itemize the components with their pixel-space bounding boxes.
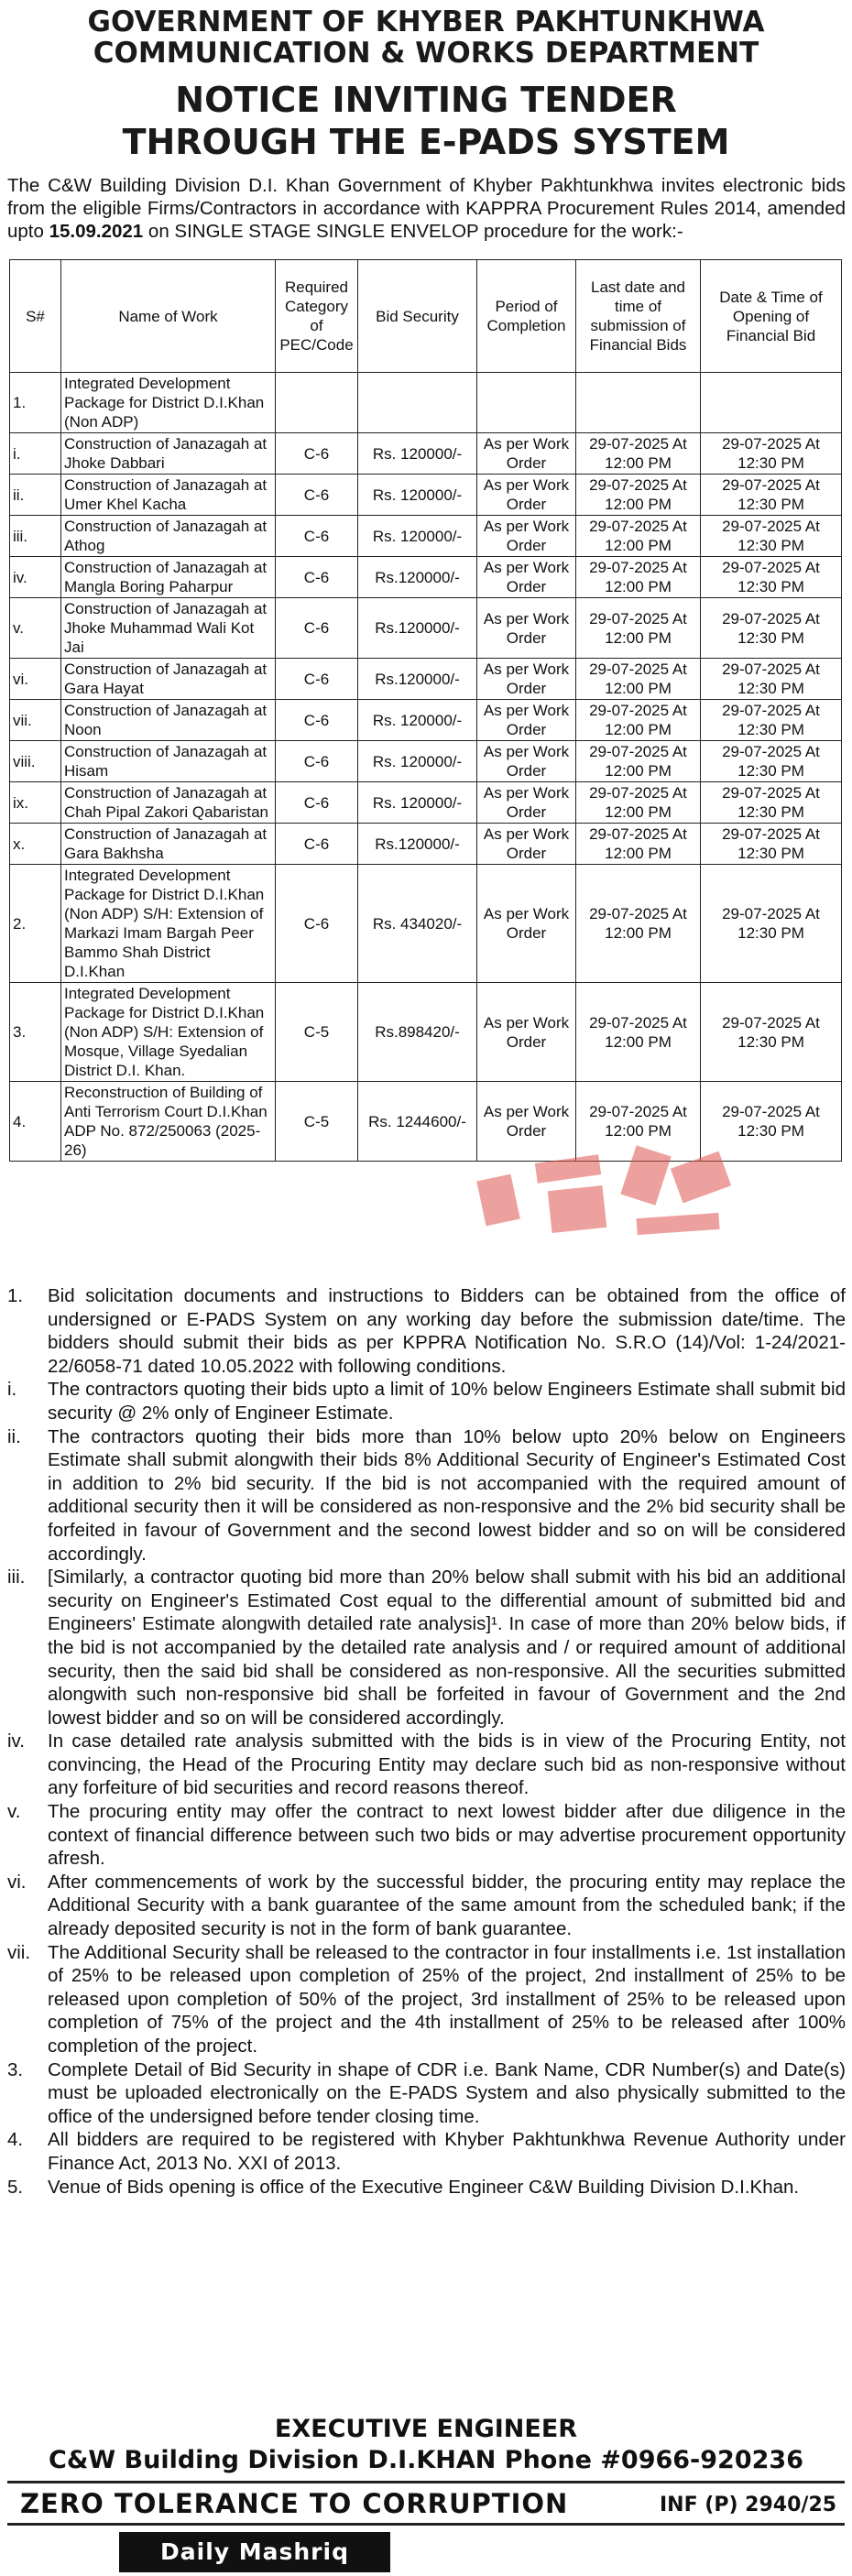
row-period: As per Work Order	[477, 557, 576, 598]
row-name-of-work: Integrated Development Package for District D.I.Khan (Non ADP)	[61, 373, 276, 433]
row-opening-date	[701, 373, 842, 433]
row-opening-date: 29-07-2025 At 12:30 PM	[701, 741, 842, 782]
condition-number: v.	[7, 1801, 21, 1823]
row-last-date: 29-07-2025 At 12:00 PM	[576, 824, 701, 865]
intro-text-1: The C&W Building Division D.I. Khan Government of Khyber Pakhtunkhwa invites electronic bids from the eligible Firms/Contractors in accordance with KAPPRA Procurement Rules 2014, amended upto	[7, 175, 846, 242]
header-period: Period of Completion	[477, 260, 576, 373]
row-bid-security: Rs. 1244600/-	[358, 1082, 477, 1162]
row-name-of-work: Construction of Janazagah at Gara Bakhsha	[61, 824, 276, 865]
condition-number: iii.	[7, 1566, 26, 1588]
row-sn: vi.	[10, 659, 61, 700]
row-period: As per Work Order	[477, 824, 576, 865]
row-sn: ii.	[10, 475, 61, 516]
row-bid-security: Rs.120000/-	[358, 557, 477, 598]
row-opening-date: 29-07-2025 At 12:30 PM	[701, 1082, 842, 1162]
row-last-date: 29-07-2025 At 12:00 PM	[576, 741, 701, 782]
row-period: As per Work Order	[477, 1082, 576, 1162]
row-period: As per Work Order	[477, 598, 576, 659]
table-row	[10, 1082, 842, 1162]
condition-item	[7, 1378, 846, 1424]
row-last-date: 29-07-2025 At 12:00 PM	[576, 598, 701, 659]
header-bid-security: Bid Security	[358, 260, 477, 373]
condition-item	[7, 1566, 846, 1730]
row-bid-security: Rs.120000/-	[358, 824, 477, 865]
row-sn: 1.	[10, 373, 61, 433]
condition-number: i.	[7, 1379, 17, 1401]
row-category: C-6	[276, 782, 358, 824]
row-sn: iv.	[10, 557, 61, 598]
condition-number: iv.	[7, 1730, 25, 1752]
condition-text: [Similarly, a contractor quoting bid more than 20% below shall submit with his bid an additional security on Engineer's Estimated Cost equal to the differential amount of submitted bid and Engineers' Estimate alongwith detailed rate analysis]¹. In case of more than 20% below bids, if the bid is not accompanied by the detailed rate analysis and / or required amount of additional security, then the said bid shall be considered as non-responsive. All the securities submitted alongwith such non-responsive bid shall be forfeited in favour of Government and the 2nd lowest bidder and so on will be considered accordingly.	[48, 1566, 846, 1729]
row-category: C-6	[276, 557, 358, 598]
table-header-row	[10, 260, 842, 373]
row-bid-security: Rs. 434020/-	[358, 865, 477, 983]
row-name-of-work: Integrated Development Package for District D.I.Khan (Non ADP) S/H: Extension of Mosque, Village Syedalian District D.I. Khan.	[61, 983, 276, 1082]
table-row	[10, 983, 842, 1082]
signatory-title: EXECUTIVE ENGINEER	[274, 2415, 578, 2443]
table-row	[10, 741, 842, 782]
header-opening-date: Date & Time of Opening of Financial Bid	[701, 260, 842, 373]
notice-title: NOTICE INVITING TENDER	[175, 80, 677, 120]
condition-item	[7, 1284, 846, 1378]
row-last-date: 29-07-2025 At 12:00 PM	[576, 557, 701, 598]
row-name-of-work: Construction of Janazagah at Chah Pipal Zakori Qabaristan	[61, 782, 276, 824]
row-bid-security: Rs.898420/-	[358, 983, 477, 1082]
row-name-of-work: Reconstruction of Building of Anti Terrorism Court D.I.Khan ADP No. 872/250063 (2025-26)	[61, 1082, 276, 1162]
row-opening-date: 29-07-2025 At 12:30 PM	[701, 782, 842, 824]
row-opening-date: 29-07-2025 At 12:30 PM	[701, 865, 842, 983]
row-name-of-work: Construction of Janazagah at Jhoke Dabbari	[61, 433, 276, 475]
row-period: As per Work Order	[477, 782, 576, 824]
conditions-list	[7, 1284, 846, 2199]
row-period: As per Work Order	[477, 659, 576, 700]
row-name-of-work: Construction of Janazagah at Noon	[61, 700, 276, 741]
row-category: C-6	[276, 659, 358, 700]
condition-item	[7, 2128, 846, 2175]
row-sn: 3.	[10, 983, 61, 1082]
row-sn: vii.	[10, 700, 61, 741]
condition-text: All bidders are required to be registered with Khyber Pakhtunkhwa Revenue Authority under Finance Act, 2013 No. XXI of 2013.	[48, 2129, 846, 2174]
row-bid-security: Rs. 120000/-	[358, 700, 477, 741]
row-name-of-work: Construction of Janazagah at Gara Hayat	[61, 659, 276, 700]
row-category: C-5	[276, 1082, 358, 1162]
condition-text: Bid solicitation documents and instructions to Bidders can be obtained from the office of undersigned or E-PADS System on any working day before the submission date/time. The bidders should submit their bids as per KPPRA Notification No. S.R.O (14)/Vol: 1-24/2021-22/6058-71 dated 10.05.2022 with following conditions.	[48, 1285, 846, 1377]
row-bid-security: Rs. 120000/-	[358, 782, 477, 824]
row-sn: x.	[10, 824, 61, 865]
condition-item	[7, 1871, 846, 1941]
row-bid-security: Rs. 120000/-	[358, 741, 477, 782]
slogan: ZERO TOLERANCE TO CORRUPTION	[20, 2488, 569, 2519]
footer-divider-top	[7, 2481, 845, 2483]
condition-item	[7, 1425, 846, 1566]
row-bid-security: Rs. 120000/-	[358, 433, 477, 475]
row-name-of-work: Construction of Janazagah at Hisam	[61, 741, 276, 782]
row-bid-security: Rs. 120000/-	[358, 475, 477, 516]
condition-number: vi.	[7, 1871, 27, 1893]
row-last-date: 29-07-2025 At 12:00 PM	[576, 433, 701, 475]
row-name-of-work: Integrated Development Package for District D.I.Khan (Non ADP) S/H: Extension of Markazi Imam Bargah Peer Bammo Shah District D.I.Khan	[61, 865, 276, 983]
row-category: C-6	[276, 865, 358, 983]
row-period: As per Work Order	[477, 433, 576, 475]
table-row	[10, 598, 842, 659]
table-row	[10, 433, 842, 475]
row-name-of-work: Construction of Janazagah at Mangla Boring Paharpur	[61, 557, 276, 598]
row-last-date: 29-07-2025 At 12:00 PM	[576, 865, 701, 983]
row-opening-date: 29-07-2025 At 12:30 PM	[701, 516, 842, 557]
table-row	[10, 557, 842, 598]
row-period: As per Work Order	[477, 865, 576, 983]
row-last-date: 29-07-2025 At 12:00 PM	[576, 1082, 701, 1162]
condition-number: ii.	[7, 1425, 21, 1447]
signatory-office: C&W Building Division D.I.KHAN Phone #0966-920236	[49, 2446, 803, 2474]
row-period: As per Work Order	[477, 983, 576, 1082]
header-sn: S#	[10, 260, 61, 373]
table-row	[10, 865, 842, 983]
row-category: C-6	[276, 433, 358, 475]
condition-text: The contractors quoting their bids more than 10% below upto 20% below on Engineers Estimate shall submit alongwith their bids 8% Additional Security of Engineer's Estimated Cost in addition to 2% bid security. If the bid is not accompanied with the required amount of additional security then it will be considered as non-responsive and the 2% bid security shall be forfeited in favour of Government and the second lowest bidder and so on will be considered accordingly.	[48, 1425, 846, 1565]
row-opening-date: 29-07-2025 At 12:30 PM	[701, 700, 842, 741]
table-row	[10, 782, 842, 824]
table-row	[10, 516, 842, 557]
footer-divider-bottom	[7, 2523, 845, 2526]
row-bid-security	[358, 373, 477, 433]
row-last-date: 29-07-2025 At 12:00 PM	[576, 700, 701, 741]
condition-number: 1.	[7, 1285, 24, 1306]
condition-number: 5.	[7, 2176, 24, 2198]
row-opening-date: 29-07-2025 At 12:30 PM	[701, 983, 842, 1082]
row-last-date: 29-07-2025 At 12:00 PM	[576, 659, 701, 700]
header-category: Required Category of PEC/Code	[276, 260, 358, 373]
tender-table	[9, 259, 842, 1162]
intro-date: 15.09.2021	[49, 221, 144, 242]
row-bid-security: Rs.120000/-	[358, 659, 477, 700]
intro-paragraph	[7, 174, 846, 243]
department-heading: COMMUNICATION & WORKS DEPARTMENT	[93, 37, 759, 70]
table-row	[10, 475, 842, 516]
condition-number: vii.	[7, 1941, 31, 1963]
table-row	[10, 700, 842, 741]
header-name-of-work: Name of Work	[61, 260, 276, 373]
row-name-of-work: Construction of Janazagah at Umer Khel Kacha	[61, 475, 276, 516]
row-sn: ix.	[10, 782, 61, 824]
row-last-date: 29-07-2025 At 12:00 PM	[576, 475, 701, 516]
row-sn: i.	[10, 433, 61, 475]
row-last-date	[576, 373, 701, 433]
row-last-date: 29-07-2025 At 12:00 PM	[576, 516, 701, 557]
condition-text: The contractors quoting their bids upto a limit of 10% below Engineers Estimate shall submit bid security @ 2% only of Engineer Estimate.	[48, 1379, 846, 1424]
header-last-date: Last date and time of submission of Financial Bids	[576, 260, 701, 373]
condition-item	[7, 1800, 846, 1871]
row-sn: 2.	[10, 865, 61, 983]
row-opening-date: 29-07-2025 At 12:30 PM	[701, 557, 842, 598]
row-bid-security: Rs. 120000/-	[358, 516, 477, 557]
row-bid-security: Rs.120000/-	[358, 598, 477, 659]
row-period: As per Work Order	[477, 741, 576, 782]
condition-item	[7, 2058, 846, 2129]
row-period: As per Work Order	[477, 475, 576, 516]
condition-number: 4.	[7, 2129, 24, 2151]
row-opening-date: 29-07-2025 At 12:30 PM	[701, 433, 842, 475]
intro-text-2: on SINGLE STAGE SINGLE ENVELOP procedure for the work:-	[143, 221, 683, 242]
table-row	[10, 659, 842, 700]
row-category: C-6	[276, 475, 358, 516]
row-sn: viii.	[10, 741, 61, 782]
row-period: As per Work Order	[477, 700, 576, 741]
row-sn: iii.	[10, 516, 61, 557]
row-opening-date: 29-07-2025 At 12:30 PM	[701, 824, 842, 865]
inf-reference: INF (P) 2940/25	[660, 2494, 837, 2516]
row-category: C-6	[276, 824, 358, 865]
row-opening-date: 29-07-2025 At 12:30 PM	[701, 475, 842, 516]
government-heading: GOVERNMENT OF KHYBER PAKHTUNKHWA	[87, 5, 765, 38]
row-opening-date: 29-07-2025 At 12:30 PM	[701, 659, 842, 700]
row-name-of-work: Construction of Janazagah at Athog	[61, 516, 276, 557]
condition-text: Venue of Bids opening is office of the Executive Engineer C&W Building Division D.I.Khan.	[48, 2176, 800, 2198]
row-category: C-6	[276, 741, 358, 782]
condition-text: In case detailed rate analysis submitted with the bids is in view of the Procuring Entity, not convincing, the Head of the Procuring Entity may declare such bid as non-responsive without any forfeiture of bid securities and record reasons thereof.	[48, 1730, 846, 1799]
row-category	[276, 373, 358, 433]
row-sn: v.	[10, 598, 61, 659]
row-category: C-6	[276, 700, 358, 741]
row-last-date: 29-07-2025 At 12:00 PM	[576, 782, 701, 824]
condition-item	[7, 1730, 846, 1800]
row-period: As per Work Order	[477, 516, 576, 557]
row-period	[477, 373, 576, 433]
row-category: C-6	[276, 516, 358, 557]
row-sn: 4.	[10, 1082, 61, 1162]
condition-item	[7, 1941, 846, 2058]
newspaper-label: Daily Mashriq	[119, 2532, 390, 2572]
table-row	[10, 824, 842, 865]
row-last-date: 29-07-2025 At 12:00 PM	[576, 983, 701, 1082]
table-row	[10, 373, 842, 433]
condition-text: The procuring entity may offer the contract to next lowest bidder after due diligence in the context of financial difference between such two bids or may advertise procurement opportunity afresh.	[48, 1801, 846, 1870]
row-category: C-5	[276, 983, 358, 1082]
condition-text: The Additional Security shall be released to the contractor in four installments i.e. 1st installation of 25% to be released upon completion of 25% of the project, 2nd installment of 25% to be released upon completion of 50% of the project, 3rd installment of 25% to be released upon completion of 75% of the project and the 4th installment of 25% to be released after 100% completion of the project.	[48, 1941, 846, 2057]
row-opening-date: 29-07-2025 At 12:30 PM	[701, 598, 842, 659]
condition-item	[7, 2176, 846, 2199]
condition-text: Complete Detail of Bid Security in shape of CDR i.e. Bank Name, CDR Number(s) and Date(s) must be uploaded electronically on the E-PADS System and also physically submitted to the office of the undersigned before tender closing time.	[48, 2058, 846, 2127]
condition-text: After commencements of work by the successful bidder, the procuring entity may replace the Additional Security with a bank guarantee of the same amount from the scheduled bank; if the already deposited security is not in the form of bank guarantee.	[48, 1871, 846, 1940]
row-name-of-work: Construction of Janazagah at Jhoke Muhammad Wali Kot Jai	[61, 598, 276, 659]
row-category: C-6	[276, 598, 358, 659]
notice-subtitle: THROUGH THE E-PADS SYSTEM	[122, 122, 730, 162]
condition-number: 3.	[7, 2058, 24, 2080]
